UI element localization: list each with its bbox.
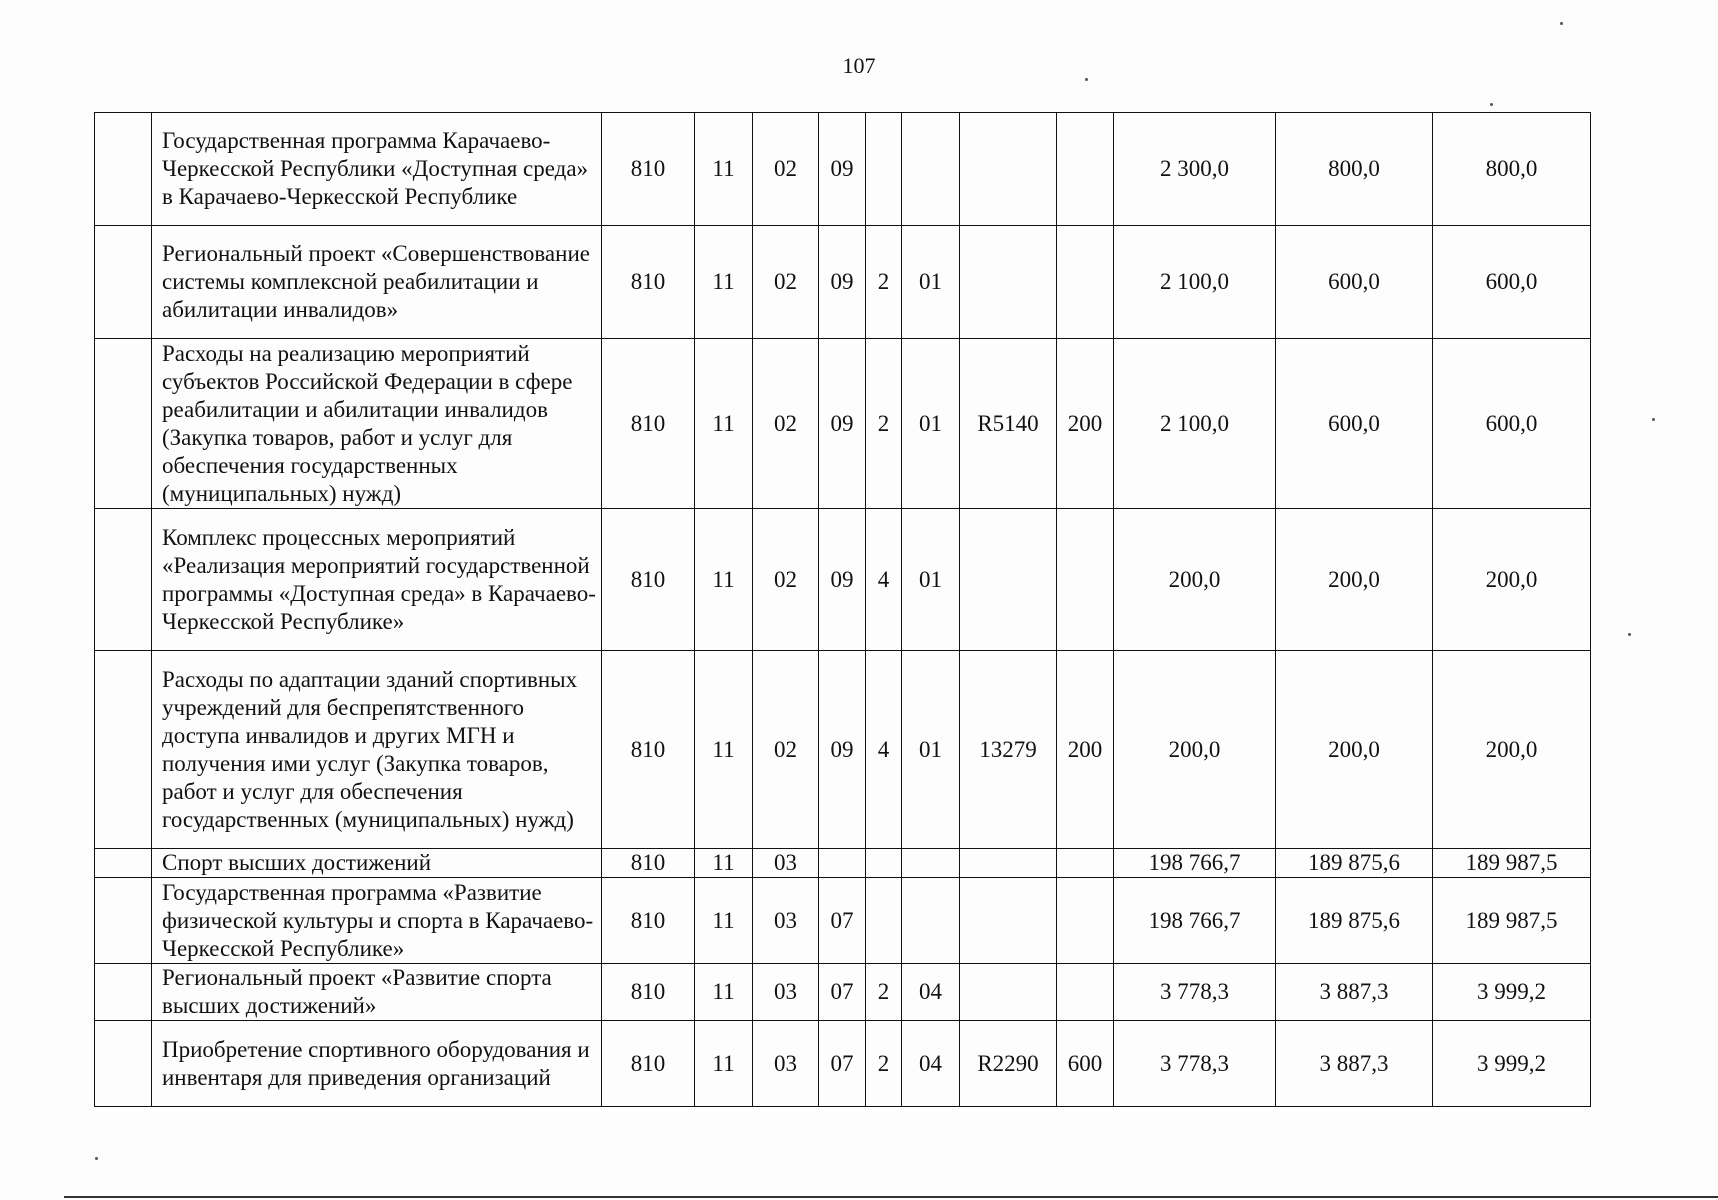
expense-type-code-cell: 600: [1057, 1021, 1114, 1107]
item-name-cell: Региональный проект «Совершенствование системы комплексной реабилитации и абилитации инвалидов»: [152, 226, 602, 339]
ministry-code-cell: 810: [602, 339, 695, 509]
program-code-cell: 09: [819, 226, 866, 339]
table-row: [95, 849, 1591, 878]
ministry-code-cell: 810: [602, 964, 695, 1021]
activity-code-cell: 01: [902, 339, 960, 509]
scan-speck: [1560, 22, 1563, 25]
item-name-cell: Комплекс процессных мероприятий «Реализация мероприятий государственной программы «Доступная среда» в Карачаево-Черкесской Республике»: [152, 509, 602, 651]
scan-edge-line: [64, 1196, 1718, 1198]
subsection-code-cell: 03: [753, 878, 819, 964]
section-code-cell: 11: [695, 849, 753, 878]
program-code-cell: 09: [819, 651, 866, 849]
scan-speck: [1490, 103, 1493, 106]
item-name-cell: Региональный проект «Развитие спорта высших достижений»: [152, 964, 602, 1021]
amount-year-1-cell: 3 778,3: [1114, 964, 1276, 1021]
section-code-cell: 11: [695, 651, 753, 849]
section-code-cell: 11: [695, 339, 753, 509]
expense-direction-code-cell: [960, 849, 1057, 878]
amount-year-3-cell: 200,0: [1433, 509, 1591, 651]
expense-direction-code-cell: [960, 509, 1057, 651]
amount-year-2-cell: 600,0: [1276, 339, 1433, 509]
program-code-cell: 07: [819, 878, 866, 964]
amount-year-1-cell: 200,0: [1114, 651, 1276, 849]
program-code-cell: 09: [819, 509, 866, 651]
amount-year-2-cell: 189 875,6: [1276, 849, 1433, 878]
structure-code-cell: 2: [866, 1021, 902, 1107]
ministry-code-cell: 810: [602, 113, 695, 226]
ministry-code-cell: 810: [602, 651, 695, 849]
table-row: [95, 226, 1591, 339]
structure-code-cell: 4: [866, 509, 902, 651]
structure-code-cell: 4: [866, 651, 902, 849]
scan-speck: [1628, 633, 1631, 636]
amount-year-1-cell: 198 766,7: [1114, 878, 1276, 964]
amount-year-3-cell: 189 987,5: [1433, 878, 1591, 964]
activity-code-cell: [902, 878, 960, 964]
row-number-cell: [95, 113, 152, 226]
section-code-cell: 11: [695, 113, 753, 226]
structure-code-cell: 2: [866, 226, 902, 339]
ministry-code-cell: 810: [602, 849, 695, 878]
expense-direction-code-cell: [960, 878, 1057, 964]
expense-type-code-cell: [1057, 849, 1114, 878]
ministry-code-cell: 810: [602, 1021, 695, 1107]
expense-type-code-cell: 200: [1057, 339, 1114, 509]
expense-type-code-cell: [1057, 113, 1114, 226]
amount-year-2-cell: 800,0: [1276, 113, 1433, 226]
structure-code-cell: 2: [866, 339, 902, 509]
amount-year-2-cell: 600,0: [1276, 226, 1433, 339]
program-code-cell: 07: [819, 964, 866, 1021]
expense-direction-code-cell: [960, 113, 1057, 226]
amount-year-2-cell: 3 887,3: [1276, 1021, 1433, 1107]
table-row: [95, 964, 1591, 1021]
expense-direction-code-cell: [960, 964, 1057, 1021]
activity-code-cell: 04: [902, 964, 960, 1021]
section-code-cell: 11: [695, 878, 753, 964]
activity-code-cell: 01: [902, 509, 960, 651]
amount-year-2-cell: 200,0: [1276, 509, 1433, 651]
amount-year-3-cell: 600,0: [1433, 226, 1591, 339]
subsection-code-cell: 03: [753, 1021, 819, 1107]
table-row: [95, 1021, 1591, 1107]
program-code-cell: 07: [819, 1021, 866, 1107]
row-number-cell: [95, 226, 152, 339]
table-row: [95, 339, 1591, 509]
ministry-code-cell: 810: [602, 509, 695, 651]
section-code-cell: 11: [695, 1021, 753, 1107]
amount-year-2-cell: 200,0: [1276, 651, 1433, 849]
amount-year-1-cell: 200,0: [1114, 509, 1276, 651]
item-name-cell: Государственная программа «Развитие физической культуры и спорта в Карачаево-Черкесской Республике»: [152, 878, 602, 964]
page-number: 107: [842, 53, 876, 78]
activity-code-cell: 04: [902, 1021, 960, 1107]
activity-code-cell: 01: [902, 226, 960, 339]
subsection-code-cell: 02: [753, 226, 819, 339]
row-number-cell: [95, 651, 152, 849]
amount-year-1-cell: 2 100,0: [1114, 226, 1276, 339]
subsection-code-cell: 02: [753, 339, 819, 509]
amount-year-2-cell: 189 875,6: [1276, 878, 1433, 964]
amount-year-3-cell: 600,0: [1433, 339, 1591, 509]
activity-code-cell: [902, 849, 960, 878]
program-code-cell: 09: [819, 339, 866, 509]
structure-code-cell: [866, 878, 902, 964]
section-code-cell: 11: [695, 226, 753, 339]
row-number-cell: [95, 339, 152, 509]
scan-speck: [1085, 78, 1088, 81]
table-row: [95, 878, 1591, 964]
row-number-cell: [95, 878, 152, 964]
amount-year-3-cell: 189 987,5: [1433, 849, 1591, 878]
amount-year-3-cell: 3 999,2: [1433, 964, 1591, 1021]
scan-speck: [1652, 418, 1655, 421]
amount-year-1-cell: 198 766,7: [1114, 849, 1276, 878]
expense-type-code-cell: [1057, 964, 1114, 1021]
expense-direction-code-cell: R5140: [960, 339, 1057, 509]
ministry-code-cell: 810: [602, 226, 695, 339]
row-number-cell: [95, 1021, 152, 1107]
expense-type-code-cell: [1057, 509, 1114, 651]
expense-type-code-cell: 200: [1057, 651, 1114, 849]
scan-speck: [95, 1157, 98, 1160]
table-row: [95, 509, 1591, 651]
amount-year-1-cell: 3 778,3: [1114, 1021, 1276, 1107]
subsection-code-cell: 02: [753, 113, 819, 226]
program-code-cell: [819, 849, 866, 878]
section-code-cell: 11: [695, 964, 753, 1021]
expense-type-code-cell: [1057, 878, 1114, 964]
activity-code-cell: [902, 113, 960, 226]
subsection-code-cell: 03: [753, 964, 819, 1021]
subsection-code-cell: 03: [753, 849, 819, 878]
expense-direction-code-cell: 13279: [960, 651, 1057, 849]
subsection-code-cell: 02: [753, 509, 819, 651]
expense-type-code-cell: [1057, 226, 1114, 339]
item-name-cell: Расходы по адаптации зданий спортивных учреждений для беспрепятственного доступа инвалидов и других МГН и получения ими услуг (Закупка товаров, работ и услуг для обеспечения государственных (муниципальных) нужд): [152, 651, 602, 849]
amount-year-1-cell: 2 300,0: [1114, 113, 1276, 226]
item-name-cell: Расходы на реализацию мероприятий субъектов Российской Федерации в сфере реабилитации и абилитации инвалидов (Закупка товаров, работ и услуг для обеспечения государственных (муниципальных) нужд): [152, 339, 602, 509]
amount-year-2-cell: 3 887,3: [1276, 964, 1433, 1021]
amount-year-3-cell: 800,0: [1433, 113, 1591, 226]
budget-table: [94, 112, 1591, 1107]
expense-direction-code-cell: R2290: [960, 1021, 1057, 1107]
structure-code-cell: [866, 113, 902, 226]
amount-year-3-cell: 3 999,2: [1433, 1021, 1591, 1107]
expense-direction-code-cell: [960, 226, 1057, 339]
program-code-cell: 09: [819, 113, 866, 226]
ministry-code-cell: 810: [602, 878, 695, 964]
subsection-code-cell: 02: [753, 651, 819, 849]
row-number-cell: [95, 964, 152, 1021]
item-name-cell: Государственная программа Карачаево-Черкесской Республики «Доступная среда» в Карачаево-Черкесской Республике: [152, 113, 602, 226]
item-name-cell: Спорт высших достижений: [152, 849, 602, 878]
item-name-cell: Приобретение спортивного оборудования и инвентаря для приведения организаций: [152, 1021, 602, 1107]
row-number-cell: [95, 849, 152, 878]
amount-year-3-cell: 200,0: [1433, 651, 1591, 849]
structure-code-cell: [866, 849, 902, 878]
amount-year-1-cell: 2 100,0: [1114, 339, 1276, 509]
section-code-cell: 11: [695, 509, 753, 651]
row-number-cell: [95, 509, 152, 651]
activity-code-cell: 01: [902, 651, 960, 849]
structure-code-cell: 2: [866, 964, 902, 1021]
table-row: [95, 113, 1591, 226]
table-row: [95, 651, 1591, 849]
